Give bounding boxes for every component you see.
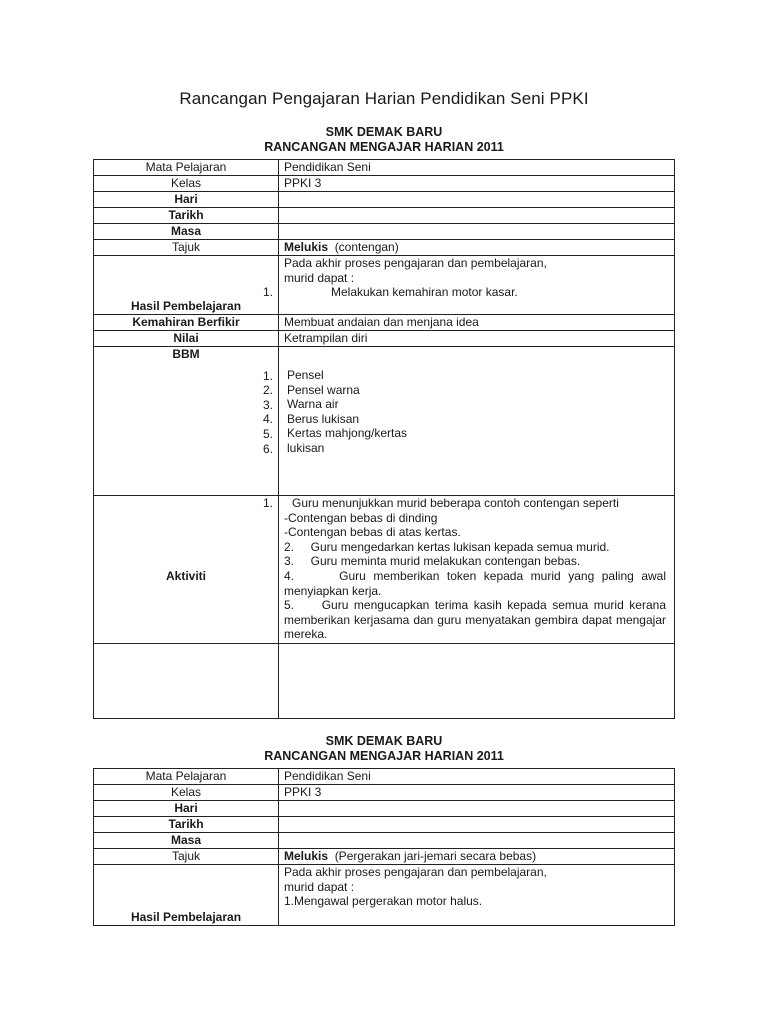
plan1-school: SMK DEMAK BARU bbox=[325, 125, 443, 139]
label: Nilai bbox=[94, 331, 279, 347]
row-hari bbox=[94, 192, 675, 208]
value bbox=[279, 865, 675, 926]
bbm-item-5: Kertas mahjong/kertas bbox=[287, 426, 408, 441]
row-tajuk bbox=[94, 849, 675, 865]
bbm-num-1: 1. bbox=[262, 368, 273, 383]
value: Pendidikan Seni bbox=[279, 769, 675, 785]
value bbox=[279, 801, 675, 817]
value bbox=[279, 224, 675, 240]
bbm-num-5: 5. bbox=[262, 426, 273, 441]
bbm-item-4: Berus lukisan bbox=[287, 411, 360, 426]
aktiviti-num-1: 1. bbox=[262, 496, 273, 510]
value bbox=[279, 208, 675, 224]
row-kelas bbox=[94, 176, 675, 192]
tajuk-detail: (contengan) bbox=[334, 240, 399, 254]
aktiviti-item-2: 2. Guru mengedarkan kertas lukisan kepada semua murid. bbox=[284, 539, 610, 554]
label: Tajuk bbox=[94, 240, 279, 256]
row-hari bbox=[94, 801, 675, 817]
aktiviti-item-1: Guru menunjukkan murid beberapa contoh contengan seperti bbox=[292, 496, 619, 510]
row-kelas bbox=[94, 785, 675, 801]
row-kemahiran bbox=[94, 315, 675, 331]
tajuk-bold: Melukis bbox=[284, 240, 329, 254]
bbm-num-6: 6. bbox=[262, 441, 273, 456]
bbm-num-4: 4. bbox=[262, 412, 273, 427]
plan2-school: SMK DEMAK BARU bbox=[325, 734, 443, 748]
value bbox=[279, 496, 675, 644]
label-cell bbox=[94, 496, 279, 644]
hasil-line1: Pada akhir proses pengajaran dan pembelajaran, bbox=[284, 865, 547, 879]
label: Hari bbox=[94, 192, 279, 208]
row-tarikh bbox=[94, 208, 675, 224]
empty-label bbox=[94, 644, 279, 719]
label: Kelas bbox=[94, 176, 279, 192]
plan2-title: RANCANGAN MENGAJAR HARIAN 2011 bbox=[264, 749, 504, 763]
tajuk-detail: (Pergerakan jari-jemari secara bebas) bbox=[334, 849, 537, 863]
label-cell bbox=[94, 347, 279, 496]
label: Mata Pelajaran bbox=[94, 769, 279, 785]
value bbox=[279, 192, 675, 208]
row-mata-pelajaran bbox=[94, 160, 675, 176]
bbm-item-6: lukisan bbox=[287, 440, 325, 455]
aktiviti-sub-2: -Contengan bebas di atas kertas. bbox=[284, 525, 461, 540]
value bbox=[279, 817, 675, 833]
value bbox=[279, 256, 675, 315]
row-nilai bbox=[94, 331, 675, 347]
value bbox=[279, 240, 675, 256]
tajuk-bold: Melukis bbox=[284, 849, 329, 863]
value: Pendidikan Seni bbox=[279, 160, 675, 176]
bbm-num-3: 3. bbox=[262, 397, 273, 412]
hasil-item: Melakukan kemahiran motor kasar. bbox=[331, 285, 518, 300]
page-title: Rancangan Pengajaran Harian Pendidikan Seni PPKI bbox=[179, 89, 589, 108]
row-hasil bbox=[94, 256, 675, 315]
row-tajuk bbox=[94, 240, 675, 256]
value: Membuat andaian dan menjana idea bbox=[279, 315, 675, 331]
hasil-line3: 1.Mengawal pergerakan motor halus. bbox=[284, 894, 483, 909]
bbm-item-2: Pensel warna bbox=[287, 382, 360, 397]
row-mata-pelajaran bbox=[94, 769, 675, 785]
plan2-heading bbox=[0, 734, 768, 764]
hasil-item-num: 1. bbox=[262, 284, 273, 299]
row-bbm bbox=[94, 347, 675, 496]
value: PPKI 3 bbox=[279, 176, 675, 192]
hasil-line1: Pada akhir proses pengajaran dan pembelajaran, bbox=[284, 256, 547, 270]
row-hasil bbox=[94, 865, 675, 926]
value: Ketrampilan diri bbox=[279, 331, 675, 347]
plan1-table bbox=[93, 159, 675, 719]
label: Kemahiran Berfikir bbox=[94, 315, 279, 331]
row-tarikh bbox=[94, 817, 675, 833]
hasil-line2: murid dapat : bbox=[284, 879, 355, 894]
row-masa bbox=[94, 224, 675, 240]
plan2-table bbox=[93, 768, 675, 926]
value: PPKI 3 bbox=[279, 785, 675, 801]
value bbox=[279, 849, 675, 865]
label: Tarikh bbox=[94, 208, 279, 224]
hasil-line2: murid dapat : bbox=[284, 270, 355, 285]
value bbox=[279, 833, 675, 849]
label: Tajuk bbox=[94, 849, 279, 865]
label: Hasil Pembelajaran bbox=[130, 299, 242, 314]
bbm-num-2: 2. bbox=[262, 383, 273, 398]
label: Masa bbox=[94, 224, 279, 240]
label-cell bbox=[94, 256, 279, 315]
label: Tarikh bbox=[94, 817, 279, 833]
aktiviti-item-4: 4. Guru memberikan token kepada murid yang paling awal menyiapkan kerja. bbox=[284, 568, 670, 598]
label: Masa bbox=[94, 833, 279, 849]
empty-value bbox=[279, 644, 675, 719]
aktiviti-sub-1: -Contengan bebas di dinding bbox=[284, 510, 438, 525]
value bbox=[279, 347, 675, 496]
aktiviti-item-3: 3. Guru meminta murid melakukan contengan bebas. bbox=[284, 554, 581, 569]
label: Kelas bbox=[94, 785, 279, 801]
bbm-item-1: Pensel bbox=[287, 368, 324, 382]
label: Aktiviti bbox=[165, 569, 206, 583]
label: BBM bbox=[172, 347, 200, 361]
label: Mata Pelajaran bbox=[94, 160, 279, 176]
label: Hasil Pembelajaran bbox=[94, 865, 279, 926]
aktiviti-item-5: 5. Guru mengucapkan terima kasih kepada semua murid kerana memberikan kerjasama dan guru menyatakan gembira dapat mengajar mereka. bbox=[284, 598, 670, 642]
plan1-heading bbox=[0, 125, 768, 155]
row-aktiviti bbox=[94, 496, 675, 644]
row-masa bbox=[94, 833, 675, 849]
label: Hari bbox=[94, 801, 279, 817]
bbm-item-3: Warna air bbox=[287, 397, 339, 412]
row-empty bbox=[94, 644, 675, 719]
plan1-title: RANCANGAN MENGAJAR HARIAN 2011 bbox=[264, 140, 504, 154]
